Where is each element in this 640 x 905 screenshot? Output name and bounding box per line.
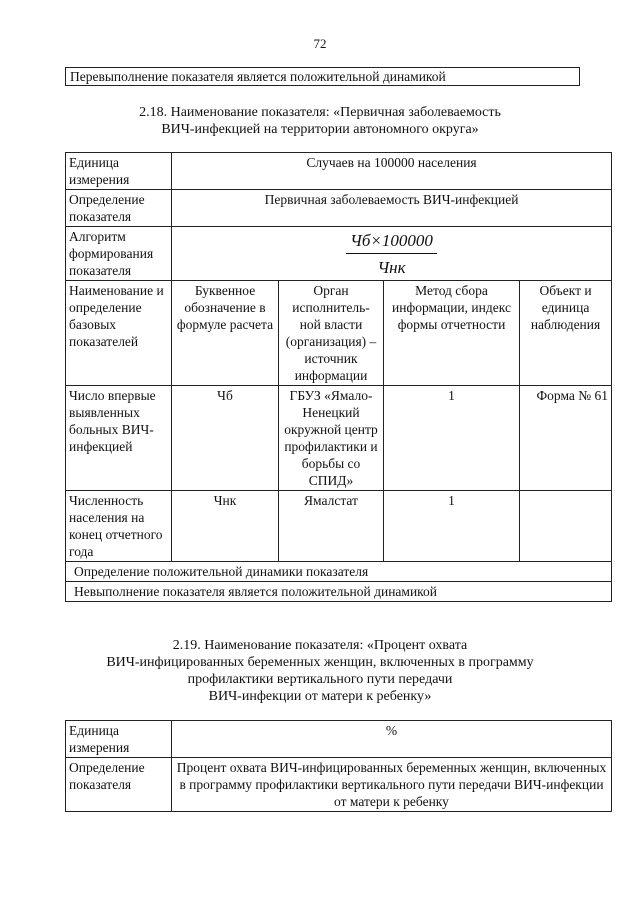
top-dynamics-table bbox=[65, 67, 580, 86]
section-218-heading-line2: ВИЧ-инфекцией на территории автономного округа» bbox=[161, 122, 479, 137]
row-method: 1 bbox=[384, 491, 520, 562]
unit-label: Единица измерения bbox=[66, 153, 172, 190]
formula bbox=[346, 231, 437, 278]
unit-label: Единица измерения bbox=[66, 721, 172, 758]
formula-numerator: Чб×100000 bbox=[346, 231, 437, 254]
row-organ: ГБУЗ «Ямало-Ненецкий окружной центр профилактики и борьбы со СПИД» bbox=[279, 386, 384, 491]
header-symbol: Буквенное обозначение в формуле расчета bbox=[172, 281, 279, 386]
row-name: Численность населения на конец отчетного года bbox=[66, 491, 172, 562]
row-name: Число впервые выявленных больных ВИЧ-инфекцией bbox=[66, 386, 172, 491]
row-method: 1 bbox=[384, 386, 520, 491]
section-219-heading-line2: ВИЧ-инфицированных беременных женщин, включенных в программу bbox=[106, 655, 534, 670]
row-object bbox=[520, 491, 612, 562]
formula-cell bbox=[172, 227, 612, 281]
section-219-heading bbox=[0, 637, 640, 705]
header-organ: Орган исполнитель-ной власти (организация) – источник информации bbox=[279, 281, 384, 386]
dynamics-title: Определение положительной динамики показателя bbox=[66, 562, 612, 582]
definition-value: Первичная заболеваемость ВИЧ-инфекцией bbox=[172, 190, 612, 227]
dynamics-value: Невыполнение показателя является положительной динамикой bbox=[66, 582, 612, 602]
row-object: Форма № 61 bbox=[520, 386, 612, 491]
page-number: 72 bbox=[313, 36, 327, 51]
indicator-219-table bbox=[65, 720, 612, 812]
header-base: Наименование и определение базовых показателей bbox=[66, 281, 172, 386]
section-219-heading-line4: ВИЧ-инфекции от матери к ребенку» bbox=[208, 689, 432, 704]
row-organ: Ямалстат bbox=[279, 491, 384, 562]
definition-value: Процент охвата ВИЧ-инфицированных беременных женщин, включенных в программу профилактики вертикального пути передачи ВИЧ-инфекции от матери к ребенку bbox=[172, 758, 612, 812]
section-218-heading bbox=[0, 104, 640, 138]
table-row bbox=[66, 491, 612, 562]
section-218-heading-line1: 2.18. Наименование показателя: «Первичная заболеваемость bbox=[139, 105, 501, 120]
header-method: Метод сбора информации, индекс формы отчетности bbox=[384, 281, 520, 386]
unit-value: % bbox=[172, 721, 612, 758]
algorithm-label: Алгоритм формирования показателя bbox=[66, 227, 172, 281]
header-object: Объект и единица наблюдения bbox=[520, 281, 612, 386]
top-dynamics-text: Перевыполнение показателя является положительной динамикой bbox=[66, 68, 580, 86]
row-symbol: Чнк bbox=[172, 491, 279, 562]
definition-label: Определение показателя bbox=[66, 758, 172, 812]
section-219-heading-line3: профилактики вертикального пути передачи bbox=[187, 672, 453, 687]
definition-label: Определение показателя bbox=[66, 190, 172, 227]
formula-denominator: Чнк bbox=[377, 258, 406, 277]
table-row bbox=[66, 386, 612, 491]
section-219-heading-line1: 2.19. Наименование показателя: «Процент охвата bbox=[172, 638, 468, 653]
unit-value: Случаев на 100000 населения bbox=[172, 153, 612, 190]
row-symbol: Чб bbox=[172, 386, 279, 491]
indicator-218-table bbox=[65, 152, 612, 602]
